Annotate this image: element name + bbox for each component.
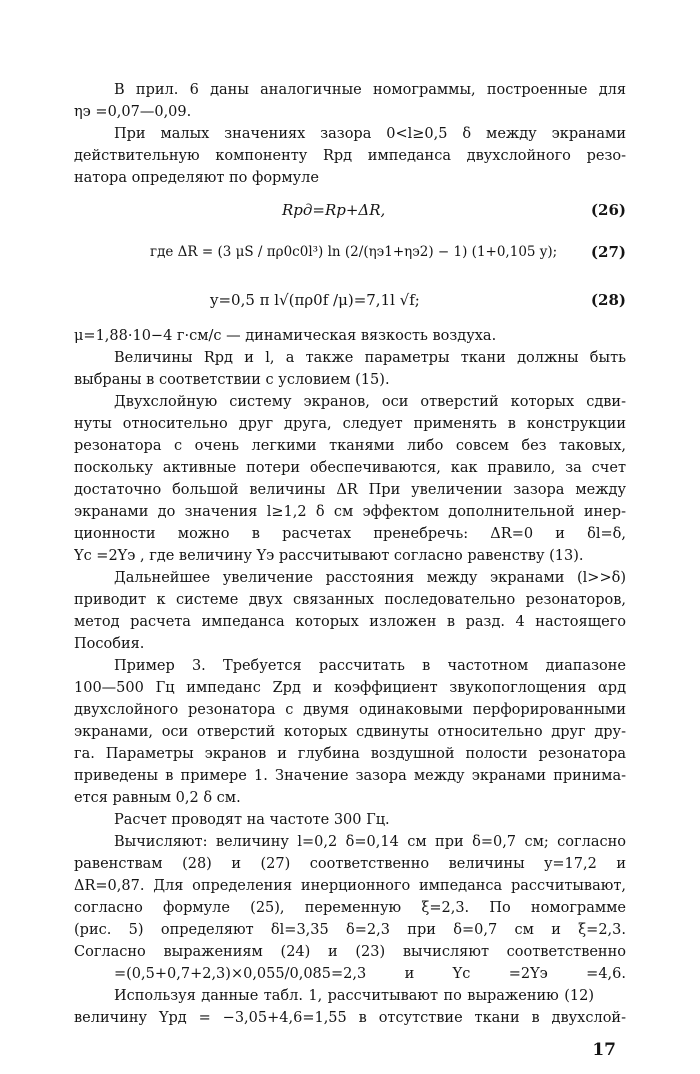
text-line: Вычисляют: величину l=0,2 δ=0,14 см при δ=0,7 см; согласно [114, 834, 626, 850]
text-line: Величины Rрд и l, а также параметры ткани должны быть [114, 350, 626, 366]
text-line: приводит к системе двух связанных последовательно резонаторов, [74, 592, 626, 608]
text-line: двухслойного резонатора с двумя одинаковыми перфорированными [74, 702, 626, 718]
text-line: га. Параметры экранов и глубина воздушной полости резонатора [74, 746, 626, 762]
text-line: Согласно выражениям (24) и (23) вычисляют соответственно [74, 944, 626, 960]
text-line: (рис. 5) определяют δl=3,35 δ=2,3 при δ=0,7 см и ξ=2,3. [74, 922, 626, 938]
text-line: Используя данные табл. 1, рассчитывают по выражению (12) [114, 988, 594, 1004]
equation-number: (27) [590, 243, 626, 261]
text-line: Дальнейшее увеличение расстояния между экранами (l>>δ) [114, 570, 626, 586]
text-line: Двухслойную систему экранов, оси отверстий которых сдви- [114, 394, 626, 410]
text-line: ΔR=0,87. Для определения инерционного импеданса рассчитывают, [74, 878, 626, 894]
text-line: достаточно большой величины ΔR При увеличении зазора между [74, 482, 626, 498]
formula-26: Rрд=Rр+ΔR, [282, 201, 386, 219]
text-line: Пример 3. Требуется рассчитать в частотном диапазоне [114, 658, 626, 674]
formula-28: y=0,5 π l√(πρ0f /μ)=7,1l √f; [210, 291, 420, 309]
text-line: действительную компоненту Rрд импеданса двухслойного резо- [74, 148, 626, 164]
equation-number: (26) [590, 201, 626, 219]
text-line: поскольку активные потери обеспечиваются, как правило, за счет [74, 460, 626, 476]
text-line: согласно формуле (25), переменную ξ=2,3. По номограмме [74, 900, 626, 916]
text-line: резонатора с очень легкими тканями либо совсем без таковых, [74, 438, 626, 454]
text-line: μ=1,88·10−4 г·см/с — динамическая вязкость воздуха. [74, 328, 497, 344]
text-line: ционности можно в расчетах пренебречь: ΔR=0 и δl=δ, [74, 526, 626, 542]
text-line: =(0,5+0,7+2,3)×0,055/0,085=2,3 и Yс =2Yэ =4,6. [114, 966, 626, 982]
formula-27: где ΔR = (3 μS / πρ0c0l³) ln (2/(ηэ1+ηэ2) − 1) (1+0,105 y); [150, 244, 558, 260]
text-line: При малых значениях зазора 0<l≥0,5 δ между экранами [114, 126, 626, 142]
text-line: метод расчета импеданса которых изложен в разд. 4 настоящего [74, 614, 626, 630]
equation-number: (28) [590, 291, 626, 309]
text-line: ется равным 0,2 δ см. [74, 790, 241, 806]
text-line: экранами до значения l≥1,2 δ см эффектом дополнительной инер- [74, 504, 626, 520]
page-number: 17 [592, 1040, 616, 1060]
text-line: Пособия. [74, 636, 145, 652]
text-line: нуты относительно друг друга, следует применять в конструкции [74, 416, 626, 432]
text-line: приведены в примере 1. Значение зазора между экранами принима- [74, 768, 626, 784]
text-line: выбраны в соответствии с условием (15). [74, 372, 390, 388]
text-line: Yс =2Yэ , где величину Yэ рассчитывают согласно равенству (13). [74, 548, 584, 564]
text-line: равенствам (28) и (27) соответственно величины y=17,2 и [74, 856, 626, 872]
text-line: натора определяют по формуле [74, 170, 319, 186]
text-line: ηэ =0,07—0,09. [74, 104, 192, 120]
text-line: величину Yрд = −3,05+4,6=1,55 в отсутствие ткани в двухслой- [74, 1010, 626, 1026]
text-line: В прил. 6 даны аналогичные номограммы, построенные для [114, 82, 626, 98]
text-line: экранами, оси отверстий которых сдвинуты относительно друг дру- [74, 724, 626, 740]
text-line: 100—500 Гц импеданс Zрд и коэффициент звукопоглощения αрд [74, 680, 626, 696]
text-line: Расчет проводят на частоте 300 Гц. [114, 812, 390, 828]
